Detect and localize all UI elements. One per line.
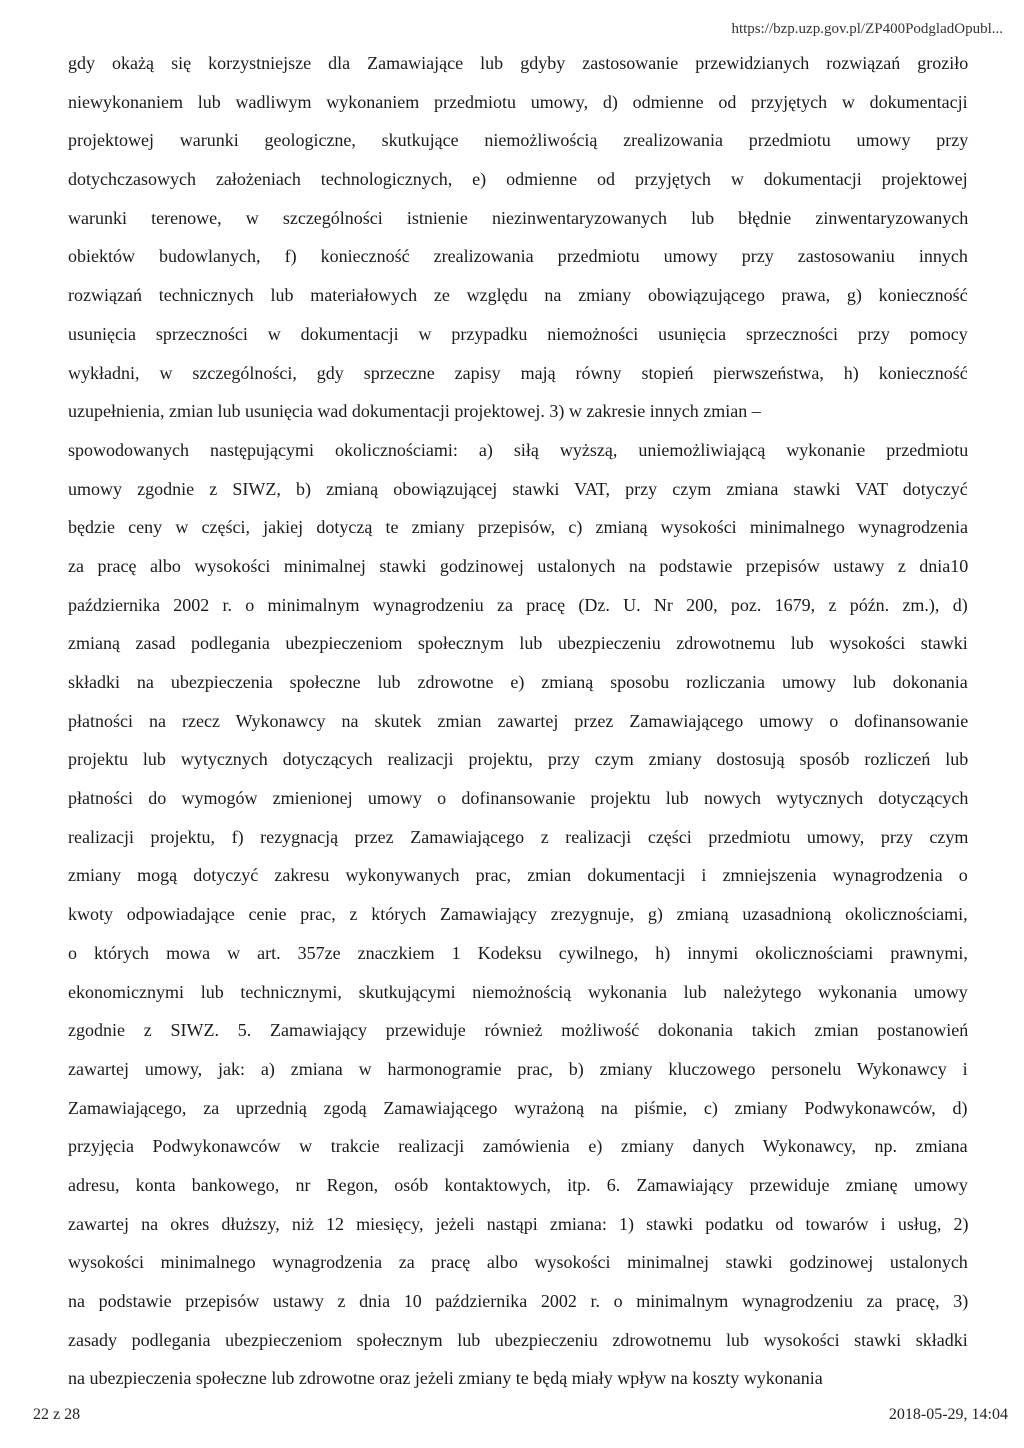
text-line: ekonomicznymi lub technicznymi, skutkującymi niemożnością wykonania lub należytego wykonania umowy [68, 981, 968, 1002]
text-line: projektowej warunki geologiczne, skutkujące niemożliwością zrealizowania przedmiotu umowy przy [68, 130, 969, 151]
text-line: składki na ubezpieczenia społeczne lub zdrowotne e) zmianą sposobu rozliczania umowy lub dokonania [68, 672, 968, 692]
text-line: października 2002 r. o minimalnym wynagrodzeniu za pracę (Dz. U. Nr 200, poz. 1679, z późn. zm.), d) [68, 594, 968, 615]
text-line: będzie ceny w części, jakiej dotyczą te zmiany przepisów, c) zmianą wysokości minimalnego wynagrodzenia [68, 517, 968, 538]
text-line: wykładni, w szczególności, gdy sprzeczne zapisy mają równy stopień pierwszeństwa, h) konieczność [68, 362, 968, 383]
page-url: https://bzp.uzp.gov.pl/ZP400PodgladOpubl... [731, 21, 1003, 37]
text-line: na podstawie przepisów ustawy z dnia 10 października 2002 r. o minimalnym wynagrodzeniu za pracę, 3) [68, 1291, 969, 1311]
text-line: płatności na rzecz Wykonawcy na skutek zmian zawartej przez Zamawiającego umowy o dofinansowanie [68, 710, 969, 731]
text-line: Zamawiającego, za uprzednią zgodą Zamawiającego wyrażoną na piśmie, c) zmiany Podwykonawców, d) [68, 1097, 968, 1118]
text-line: rozwiązań technicznych lub materiałowych ze względu na zmiany obowiązującego prawa, g) konieczność [68, 285, 968, 306]
text-line: płatności do wymogów zmienionej umowy o dofinansowanie projektu lub nowych wytycznych dotyczących [68, 788, 969, 809]
text-line: na ubezpieczenia społeczne lub zdrowotne oraz jeżeli zmiany te będą miały wpływ na koszty wykonania [68, 1368, 823, 1389]
print-timestamp: 2018-05-29, 14:04 [888, 1406, 1008, 1423]
text-line: umowy zgodnie z SIWZ, b) zmianą obowiązującej stawki VAT, przy czym zmiana stawki VAT dotyczyć [68, 478, 968, 499]
text-line: wysokości minimalnego wynagrodzenia za pracę albo wysokości minimalnej stawki godzinowej ustalonych [68, 1252, 968, 1273]
text-line: zawartej na okres dłuższy, niż 12 miesięcy, jeżeli nastąpi zmiana: 1) stawki podatku od towarów i usług, 2) [68, 1213, 969, 1234]
text-line: o których mowa w art. 357ze znaczkiem 1 Kodeksu cywilnego, h) innymi okolicznościami prawnymi, [68, 942, 968, 963]
text-line: zawartej umowy, jak: a) zmiana w harmonogramie prac, b) zmiany kluczowego personelu Wykonawcy i [68, 1058, 968, 1079]
text-line: zmiany mogą dotyczyć zakresu wykonywanych prac, zmian dokumentacji i zmniejszenia wynagrodzenia o [68, 865, 968, 886]
text-line: zasady podlegania ubezpieczeniom społecznym lub ubezpieczeniu zdrowotnemu lub wysokości stawki składki [68, 1329, 968, 1350]
page-number: 22 z 28 [33, 1406, 81, 1423]
text-line: kwoty odpowiadające cenie prac, z których Zamawiający zrezygnuje, g) zmianą uzasadnioną okolicznościami, [68, 904, 968, 925]
text-line: zgodnie z SIWZ. 5. Zamawiający przewiduje również możliwość dokonania takich zmian postanowień [68, 1020, 969, 1041]
text-line: spowodowanych następującymi okolicznościami: a) siłą wyższą, uniemożliwiającą wykonanie przedmiotu [68, 439, 969, 460]
text-line: obiektów budowlanych, f) konieczność zrealizowania przedmiotu umowy przy zastosowaniu innych [68, 246, 968, 267]
text-line: realizacji projektu, f) rezygnacją przez Zamawiającego z realizacji części przedmiotu umowy, przy czym [68, 826, 969, 847]
text-line: zmianą zasad podlegania ubezpieczeniom społecznym lub ubezpieczeniu zdrowotnemu lub wysokości stawki [68, 633, 968, 654]
text-line: przyjęcia Podwykonawców w trakcie realizacji zamówienia e) zmiany danych Wykonawcy, np. zmiana [68, 1136, 968, 1157]
text-line: projektu lub wytycznych dotyczących realizacji projektu, przy czym zmiany dostosują sposób rozliczeń lub [68, 749, 969, 770]
document-body [68, 44, 968, 1398]
text-line: gdy okażą się korzystniejsze dla Zamawiające lub gdyby zastosowanie przewidzianych rozwiązań groziło [68, 53, 969, 73]
text-line: za pracę albo wysokości minimalnej stawki godzinowej ustalonych na podstawie przepisów ustawy z dnia10 [68, 555, 969, 576]
text-line: niewykonaniem lub wadliwym wykonaniem przedmiotu umowy, d) odmienne od przyjętych w dokumentacji [68, 91, 968, 112]
text-line: warunki terenowe, w szczególności istnienie niezinwentaryzowanych lub błędnie zinwentaryzowanych [68, 207, 969, 228]
text-line: adresu, konta bankowego, nr Regon, osób kontaktowych, itp. 6. Zamawiający przewiduje zmianę umowy [68, 1174, 968, 1195]
text-line: uzupełnienia, zmian lub usunięcia wad dokumentacji projektowej. 3) w zakresie innych zmian – [68, 401, 761, 422]
text-line: dotychczasowych założeniach technologicznych, e) odmienne od przyjętych w dokumentacji projektowej [68, 169, 968, 190]
text-line: usunięcia sprzeczności w dokumentacji w przypadku niemożności usunięcia sprzeczności przy pomocy [68, 323, 968, 344]
